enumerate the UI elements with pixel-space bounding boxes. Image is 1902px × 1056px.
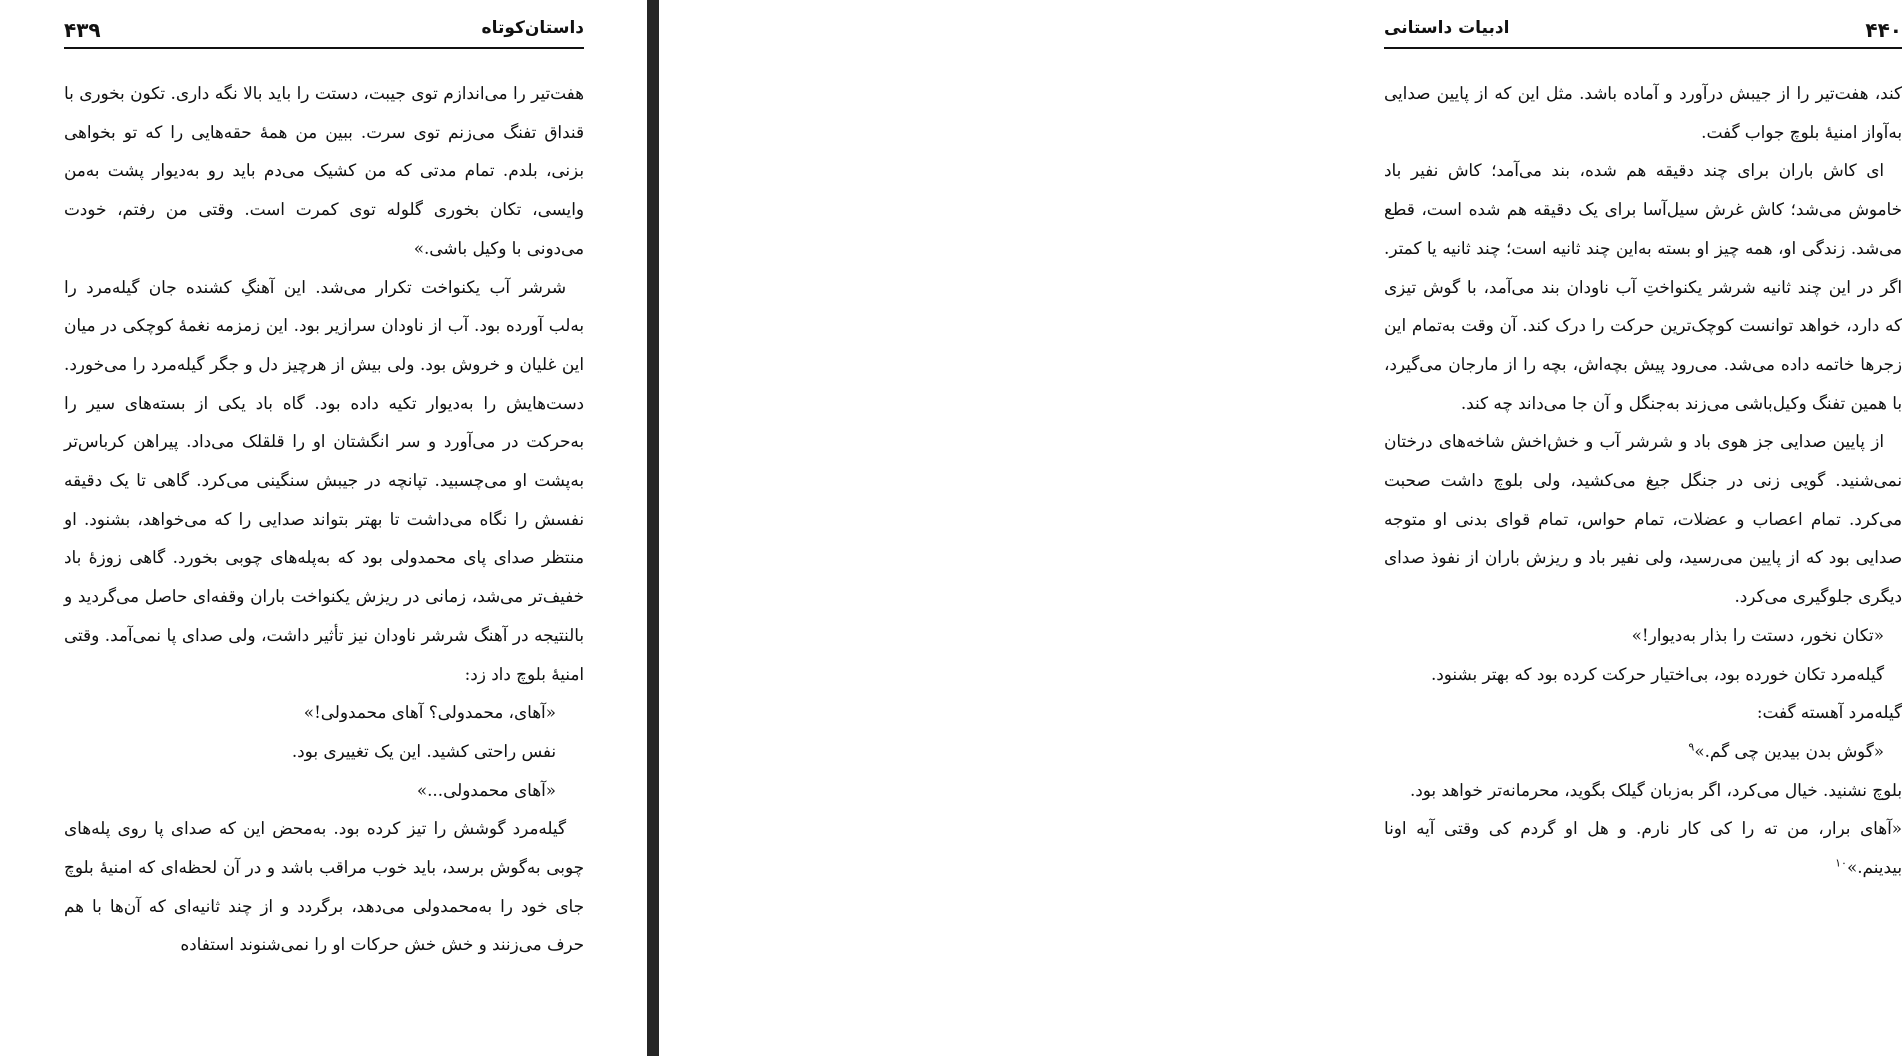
dialogue-line: «آهای محمدولی...» <box>416 779 556 800</box>
footnote-marker: ۹ <box>1688 740 1695 754</box>
dialogue-text: «گوش بدن بیدین چی گم.» <box>1694 740 1884 761</box>
left-page-header <box>64 18 584 46</box>
paragraph: گیله‌مرد آهسته گفت: <box>1756 702 1902 723</box>
paragraph: گیله‌مرد گوشش را تیز کرده بود. به‌محض این که صدای پا روی پله‌های چوبی به‌گوش برسد، باید خوب مراقب باشد و در آن لحظه‌ای که امنیهٔ بلوچ جای خود را به‌محمدولی می‌دهد، برگردد و از چند ثانیه‌ای که آن‌ها با هم حرف می‌زنند و خش خش حرکات او را نمی‌شنوند استفاده <box>64 818 584 955</box>
left-page-running-title: داستان‌کوتاه <box>481 18 584 38</box>
dialogue-line: «تکان نخور، دستت را بذار به‌دیوار!» <box>1631 624 1884 645</box>
left-page-body <box>64 74 584 964</box>
dialogue-text: «آهای برار، من ته را کی کار نارم. و هل او گردم کی وقتی آیه اونا بیدینم.» <box>1384 818 1902 878</box>
paragraph: نفس راحتی کشید. این یک تغییری بود. <box>291 740 556 761</box>
paragraph: هفت‌تیر را می‌اندازم توی جیبت، دستت را باید بالا نگه داری. تکون بخوری با قنداق تفنگ می‌زنم توی سرت. ببین من همهٔ حقه‌هایی را که تو بخواهی بزنی، بلدم. تمام مدتی که من کشیک می‌دم باید رو به‌دیوار پشت به‌من وایسی، تکان بخوری گلوله توی کمرت است. وقتی من رفتم، خودت می‌دونی با وکیل باشی.» <box>64 83 584 258</box>
paragraph: شرشر آب یکنواخت تکرار می‌شد. این آهنگِ کشنده جان گیله‌مرد را به‌لب آورده بود. آب از ناودان سرازیر بود. این زمزمه نغمهٔ کوچکی در میان این غلیان و خروش بود. ولی بیش از هرچیز دل و جگر گیله‌مرد را می‌خورد. دست‌هایش را به‌دیوار تکیه داده بود. گاه باد یکی از بسته‌های سیر را به‌حرکت در می‌آورد و سر انگشتان او را قلقلک می‌داد. پیراهن کرباس‌تر به‌پشت او می‌چسبید. تپانچه در جیبش سنگینی می‌کرد. گاهی تا یک دقیقه نفسش را نگاه می‌داشت تا بهتر بتواند صدایی را که می‌خواهد، بشنود. او منتظر صدای پای محمدولی بود که به‌پله‌های چوبی بخورد. گاهی زوزهٔ باد خفیف‌تر می‌شد، زمانی در ریزش یکنواخت باران وقفه‌ای حاصل می‌گردید و بالنتیجه در آهنگ شرشر ناودان نیز تأثیر داشت، ولی صدای پا نمی‌آمد. وقتی امنیهٔ بلوچ داد زد: <box>64 276 584 684</box>
footnote-marker: ۱۰ <box>1835 856 1847 870</box>
left-page-number: ۴۳۹ <box>64 18 101 42</box>
left-page <box>0 0 647 1056</box>
dialogue-line <box>1384 732 1902 771</box>
dialogue-line: «آهای، محمدولی؟ آهای محمدولی!» <box>303 702 556 723</box>
paragraph: بلوچ نشنید. خیال می‌کرد، اگر به‌زبان گیلک بگوید، محرمانه‌تر خواهد بود. <box>1409 779 1902 800</box>
right-page <box>659 0 1902 1056</box>
dialogue-line <box>1384 809 1902 886</box>
right-header-rule <box>1384 47 1902 49</box>
book-gutter <box>647 0 659 1056</box>
paragraph: کند، هفت‌تیر را از جیبش درآورد و آماده باشد. مثل این که از پایین صدایی به‌آواز امنیهٔ بلوچ جواب گفت. <box>1384 83 1902 142</box>
right-page-body <box>1384 74 1902 887</box>
paragraph: ای کاش باران برای چند دقیقه هم شده، بند می‌آمد؛ کاش نفیر باد خاموش می‌شد؛ کاش غرش سیل‌آسا برای یک دقیقه هم شده است، قطع می‌شد. زندگی او، همه چیز او بسته به‌این چند ثانیه است؛ چند ثانیه یا کمتر. اگر در این چند ثانیه شرشر یکنواختِ آب ناودان بند می‌آمد، با گوش تیزی که دارد، خواهد توانست کوچک‌ترین حرکت را درک کند. آن وقت به‌تمام این زجرها خاتمه داده می‌شد. می‌رود پیش بچه‌اش، بچه را از مارجان می‌گیرد، با همین تفنگ وکیل‌باشی می‌زند به‌جنگل و آن جا می‌داند چه کند. <box>1384 160 1902 413</box>
right-page-number: ۴۴۰ <box>1865 18 1902 42</box>
right-page-running-title: ادبیات داستانی <box>1384 18 1510 38</box>
left-header-rule <box>64 47 584 49</box>
right-page-header <box>1384 18 1902 46</box>
paragraph: از پایین صدایی جز هوی باد و شرشر آب و خش‌اخش شاخه‌های درختان نمی‌شنید. گویی زنی در جنگل جیغ می‌کشید، ولی بلوچ داشت صحبت می‌کرد. تمام اعصاب و عضلات، تمام حواس، تمام قوای بدنی او متوجه صدایی بود که از پایین می‌رسید، ولی نفیر باد و ریزش باران از نفوذ صدای دیگری جلوگیری می‌کرد. <box>1384 431 1902 607</box>
paragraph: گیله‌مرد تکان خورده بود، بی‌اختیار حرکت کرده بود که بهتر بشنود. <box>1430 663 1884 684</box>
